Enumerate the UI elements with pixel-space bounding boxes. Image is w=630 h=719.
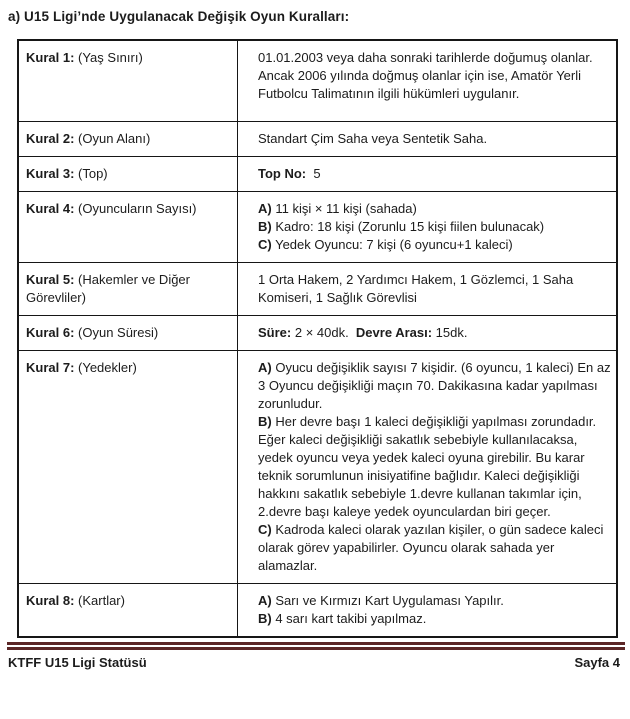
rule-text: 01.01.2003 veya daha sonraki tarihlerde doğumuş olanlar. Ancak 2006 yılında doğmuş olanlar için ise, Amatör Yerli Futbolcu Talimatının ilgili hükümleri uygulanır. [258, 50, 593, 101]
rule-text: Her devre başı 1 kaleci değişikliği yapılması zorundadır. Eğer kaleci değişikliği sakatlık sebebiyle kullanılacaksa, yedek oyuncu veya yedek kaleci oyuna girebilir. Bu karar teknik sorumlunun inisiyatifine bağlıdır. Kaleci değişikliği hakkını sakatlık sebebiyle 1.devre kullanan takımlar için, 2.devre başı kaleye yedek oyunculardan biri geçer. [258, 414, 597, 519]
rule-note: (Yaş Sınırı) [74, 50, 143, 65]
rule-text: Sarı ve Kırmızı Kart Uygulaması Yapılır. [271, 593, 504, 608]
rule-text-bold: A) [258, 593, 272, 608]
rule-note: (Kartlar) [74, 593, 125, 608]
rule-note: (Oyun Süresi) [74, 325, 159, 340]
rule-label: Kural 6: [26, 325, 75, 340]
rule-text: Kadroda kaleci olarak yazılan kişiler, o gün sadece kaleci olarak görev yapabilirler. Oyuncu olarak sahada yer alamazlar. [258, 522, 604, 573]
rule-name-cell [18, 351, 238, 584]
footer-doc-title: KTFF U15 Ligi Statüsü [8, 655, 147, 670]
rule-label: Kural 5: [26, 272, 75, 287]
rules-table [17, 39, 618, 638]
rule-text-bold: A) [258, 360, 272, 375]
rule-note: (Yedekler) [74, 360, 137, 375]
rule-note: (Hakemler ve Diğer Görevliler) [26, 272, 190, 305]
rule-text: 11 kişi × 11 kişi (sahada) [271, 201, 417, 216]
rule-value-cell [238, 316, 618, 351]
footer-divider [7, 642, 625, 650]
table-row [18, 192, 617, 263]
rule-paragraph [258, 324, 611, 342]
rule-text: Standart Çim Saha veya Sentetik Saha. [258, 131, 488, 146]
rule-value-cell [238, 584, 618, 638]
table-row [18, 40, 617, 122]
page-title: a) U15 Ligi’nde Uygulanacak Değişik Oyun Kuralları: [8, 9, 350, 24]
rule-text-bold: B) [258, 611, 272, 626]
rule-text-bold: C) [258, 237, 272, 252]
rule-text: Kadro: 18 kişi (Zorunlu 15 kişi fiilen bulunacak) [271, 219, 545, 234]
rule-paragraph [258, 271, 611, 307]
rule-name-cell [18, 122, 238, 157]
rule-paragraph [258, 521, 611, 575]
rule-paragraph [258, 413, 611, 521]
rule-label: Kural 4: [26, 201, 75, 216]
page-footer [7, 655, 623, 670]
rule-note: (Top) [74, 166, 108, 181]
rule-text: 5 [306, 166, 321, 181]
rule-label: Kural 7: [26, 360, 75, 375]
rule-value-cell [238, 157, 618, 192]
rule-paragraph [258, 610, 611, 628]
rule-name-cell [18, 40, 238, 122]
rule-text: Oyucu değişiklik sayısı 7 kişidir. (6 oyuncu, 1 kaleci) En az 3 Oyuncu değişikliği maçın 70. Dakikasına kadar yapılması zorunludur. [258, 360, 611, 411]
rule-paragraph [258, 592, 611, 610]
rule-value-cell [238, 40, 618, 122]
rule-text-bold: C) [258, 522, 272, 537]
rule-text: Yedek Oyuncu: 7 kişi (6 oyuncu+1 kaleci) [271, 237, 513, 252]
rule-paragraph [258, 200, 611, 218]
rule-text-bold: Devre Arası: [355, 325, 433, 340]
rule-paragraph [258, 236, 611, 254]
rules-table-body [18, 40, 617, 637]
rule-value-cell [238, 351, 618, 584]
table-row [18, 351, 617, 584]
table-row [18, 157, 617, 192]
rule-text: 4 sarı kart takibi yapılmaz. [271, 611, 427, 626]
table-row [18, 316, 617, 351]
rule-value-cell [238, 192, 618, 263]
rule-text: 15dk. [432, 325, 468, 340]
rule-text: 2 × 40dk. [291, 325, 356, 340]
rule-note: (Oyuncuların Sayısı) [74, 201, 197, 216]
table-row [18, 122, 617, 157]
rule-label: Kural 3: [26, 166, 75, 181]
rule-name-cell [18, 157, 238, 192]
footer-page-number: Sayfa 4 [574, 655, 620, 670]
rule-paragraph [258, 165, 611, 183]
table-row [18, 263, 617, 316]
rule-label: Kural 8: [26, 593, 75, 608]
rule-paragraph [258, 130, 611, 148]
rule-label: Kural 1: [26, 50, 75, 65]
rule-paragraph [258, 49, 611, 103]
rule-paragraph [258, 218, 611, 236]
rule-text-bold: Top No: [258, 166, 307, 181]
rule-text-bold: B) [258, 414, 272, 429]
rule-text-bold: B) [258, 219, 272, 234]
rule-text-bold: Süre: [258, 325, 292, 340]
rule-text: 1 Orta Hakem, 2 Yardımcı Hakem, 1 Gözlemci, 1 Saha Komiseri, 1 Sağlık Görevlisi [258, 272, 574, 305]
rule-paragraph [258, 359, 611, 413]
rule-label: Kural 2: [26, 131, 75, 146]
rule-name-cell [18, 263, 238, 316]
rule-value-cell [238, 263, 618, 316]
rule-text-bold: A) [258, 201, 272, 216]
rule-value-cell [238, 122, 618, 157]
table-row [18, 584, 617, 638]
rule-name-cell [18, 316, 238, 351]
rule-name-cell [18, 584, 238, 638]
rule-note: (Oyun Alanı) [74, 131, 151, 146]
rule-name-cell [18, 192, 238, 263]
